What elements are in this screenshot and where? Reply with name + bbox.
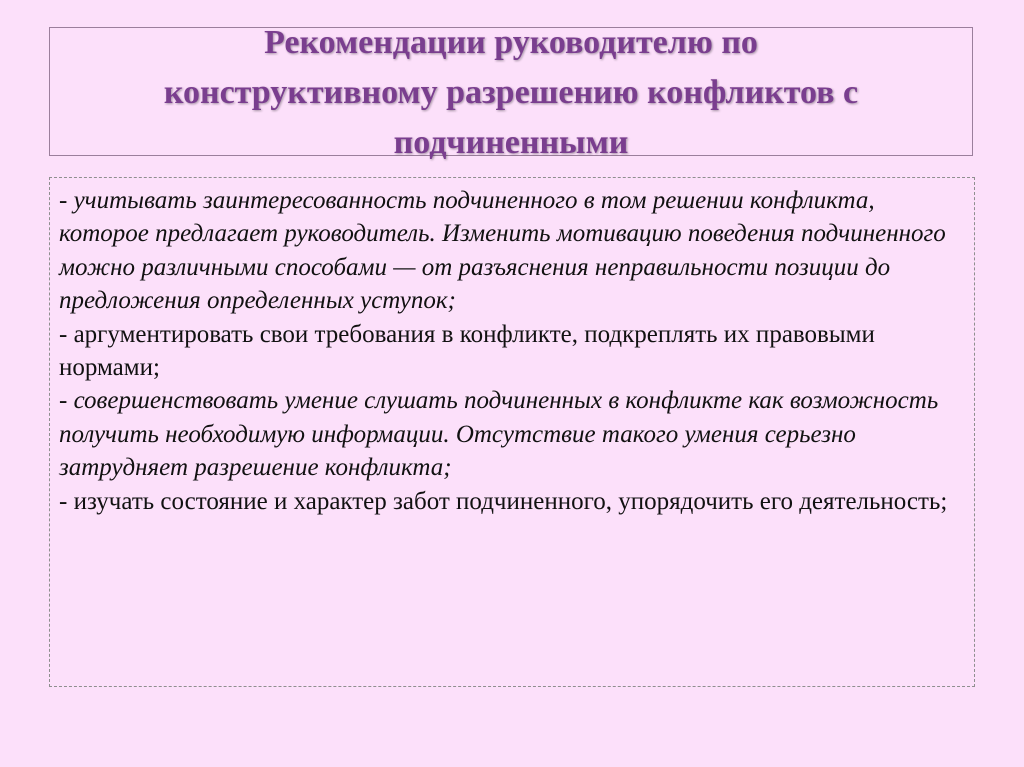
recommendation-item-2: - аргументировать свои требования в конфликте, подкреплять их правовыми нормами; (59, 320, 875, 382)
title-line-3: подчиненными (393, 123, 629, 161)
recommendation-item-1: - учитывать заинтересованность подчиненного в том решении конфликта, которое предлагает руководитель. Изменить мотивацию поведения подчиненного можно различными способами — от разъяснения неправильности позиции до предложения определенных уступок; (59, 187, 946, 315)
recommendation-item-3: - совершенствовать умение слушать подчиненных в конфликте как возможность получить необходимую информации. Отсутствие такого умения серьезно затрудняет разрешение конфликта; (59, 387, 939, 482)
recommendation-item-4: - изучать состояние и характер забот подчиненного, упорядочить его деятельность; (59, 487, 948, 515)
title-line-2: конструктивному разрешению конфликтов с (163, 73, 859, 111)
title-box (49, 23, 973, 161)
title-line-1: Рекомендации руководителю по (264, 23, 758, 61)
content-box (49, 177, 975, 687)
slide-title (164, 16, 858, 168)
